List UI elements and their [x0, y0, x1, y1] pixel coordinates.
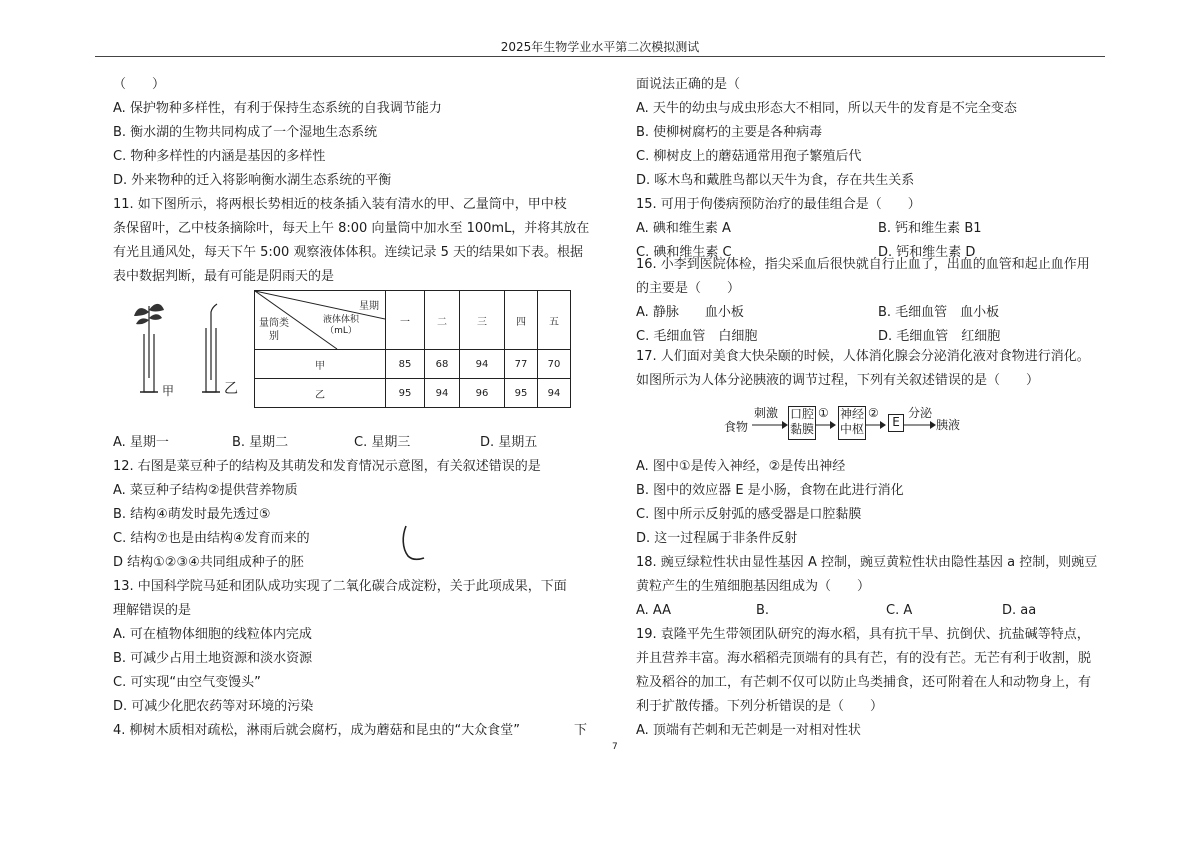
header-volume: 液体体积（mL） [322, 315, 359, 336]
q15-option-c: C. 碘和维生素 C [636, 245, 732, 260]
arrow-icon [904, 420, 936, 430]
header-divider [95, 56, 1105, 57]
q18-line-1: 黄粒产生的生殖细胞基因组成为（ ） [636, 579, 871, 594]
arrow-icon [752, 420, 788, 430]
q16-line-1: 的主要是（ ） [636, 281, 741, 296]
left-line-2: B. 衡水湖的生物共同构成了一个湿地生态系统 [113, 125, 378, 140]
q17-option-c: C. 图中所示反射弧的感受器是口腔黏膜 [636, 507, 862, 522]
table-row [255, 379, 571, 408]
flow-secrete: 分泌 [908, 406, 933, 420]
row-label: 甲 [255, 350, 386, 379]
q17-option-d: D. 这一过程属于非条件反射 [636, 531, 798, 546]
left-after-8: B. 可减少占用土地资源和淡水资源 [113, 651, 313, 666]
left-after-11: 4. 柳树木质相对疏松，淋雨后就会腐朽，成为蘑菇和昆虫的“大众食堂” [113, 723, 521, 738]
left-line-5: 11. 如下图所示，将两根长势相近的枝条插入装有清水的甲、乙量筒中，甲中枝 [113, 197, 567, 212]
right-line-0: 面说法正确的是（ [636, 77, 741, 92]
q17-line-0: 17. 人们面对美食大快朵颐的时候，人体消化腺会分泌消化液对食物进行消化。 [636, 349, 1090, 364]
q18-option-d: D. aa [1002, 603, 1037, 618]
flow-n2: ② [868, 406, 879, 420]
left-after-10: D. 可减少化肥农药等对环境的污染 [113, 699, 314, 714]
arrow-icon [816, 420, 836, 430]
q19-line-0: 19. 袁隆平先生带领团队研究的海水稻，具有抗干旱、抗倒伏、抗盐碱等特点， [636, 627, 1090, 642]
left-line-6: 条保留叶，乙中枝条摘除叶，每天上午 8:00 向量筒中加水至 100mL，并将其放在 [113, 221, 590, 236]
table-diagonal-header [255, 291, 386, 350]
q11-option-b: B. 星期二 [232, 435, 289, 450]
flow-box-nerve-center: 神经中枢 [838, 406, 866, 440]
q19-line-3: 利于扩散传播。下列分析错误的是（ ） [636, 699, 884, 714]
day-header: 一 [386, 291, 425, 350]
day-header: 五 [538, 291, 571, 350]
left-after-1: A. 菜豆种子结构②提供营养物质 [113, 483, 298, 498]
right-line-5: 15. 可用于佝偻病预防治疗的最佳组合是（ ） [636, 197, 921, 212]
left-after-2: B. 结构④萌发时最先透过⑤ [113, 507, 271, 522]
left-after-6: 理解错误的是 [113, 603, 192, 618]
label-jia: 甲 [162, 384, 175, 398]
left-after-9: C. 可实现“由空气变馒头” [113, 675, 261, 690]
page-number: 7 [612, 742, 618, 752]
table-cell: 94 [538, 379, 571, 408]
arrow-icon [866, 420, 886, 430]
q17-option-b: B. 图中的效应器 E 是小肠，食物在此进行消化 [636, 483, 904, 498]
q19-line-4: A. 顶端有芒刺和无芒刺是一对相对性状 [636, 723, 861, 738]
q16-option-c: C. 毛细血管 白细胞 [636, 329, 758, 344]
q16-line-0: 16. 小李到医院体检，指尖采血后很快就自行止血了，出血的血管和起止血作用 [636, 257, 1090, 272]
q17-line-1: 如图所示为人体分泌胰液的调节过程，下列有关叙述错误的是（ ） [636, 373, 1040, 388]
left-line-0: （ ） [113, 77, 166, 92]
table-cell: 85 [386, 350, 425, 379]
volume-table [254, 290, 571, 408]
q18-option-b: B. [756, 603, 770, 618]
q18-option-c: C. A [886, 603, 913, 618]
q17-option-a: A. 图中①是传入神经，②是传出神经 [636, 459, 846, 474]
flow-result: 胰液 [936, 418, 961, 432]
flow-n1: ① [818, 406, 829, 420]
header-day: 星期 [359, 301, 379, 312]
flow-food: 食物 [724, 420, 749, 434]
left-line-tail: 下 [574, 723, 588, 738]
cylinder-figure [130, 298, 242, 398]
left-after-3: C. 结构⑦也是由结构④发育而来的 [113, 531, 310, 546]
table-cell: 68 [425, 350, 460, 379]
left-after-5: 13. 中国科学院马延和团队成功实现了二氧化碳合成淀粉，关于此项成果，下面 [113, 579, 567, 594]
flow-box-effector-e: E [888, 414, 904, 432]
q18-option-a: A. AA [636, 603, 672, 618]
left-line-1: A. 保护物种多样性，有利于保持生态系统的自我调节能力 [113, 101, 442, 116]
q15-option-b: B. 钙和维生素 B1 [878, 221, 982, 236]
left-line-8: 表中数据判断，最有可能是阴雨天的是 [113, 269, 335, 284]
q16-option-b: B. 毛细血管 血小板 [878, 305, 1000, 320]
day-header: 三 [460, 291, 505, 350]
header-cylinder: 量筒类别 [259, 318, 289, 342]
table-cell: 95 [386, 379, 425, 408]
table-cell: 96 [460, 379, 505, 408]
q15-option-a: A. 碘和维生素 A [636, 221, 731, 236]
q18-line-0: 18. 豌豆绿粒性状由显性基因 A 控制，豌豆黄粒性状由隐性基因 a 控制，则豌豆 [636, 555, 1098, 570]
page-header-title: 2025年生物学业水平第二次模拟测试 [500, 40, 700, 54]
table-cell: 95 [505, 379, 538, 408]
table-cell: 70 [538, 350, 571, 379]
day-header: 四 [505, 291, 538, 350]
right-line-3: C. 柳树皮上的蘑菇通常用孢子繁殖后代 [636, 149, 862, 164]
left-line-7: 有光且通风处，每天下午 5:00 观察液体体积。连续记录 5 天的结果如下表。根据 [113, 245, 583, 260]
q19-line-1: 并且营养丰富。海水稻稻壳顶端有的具有芒，有的没有芒。无芒有利于收割，脱 [636, 651, 1092, 666]
table-cell: 94 [425, 379, 460, 408]
row-label: 乙 [255, 379, 386, 408]
right-line-1: A. 天牛的幼虫与成虫形态大不相同，所以天牛的发育是不完全变态 [636, 101, 1017, 116]
left-line-3: C. 物种多样性的内涵是基因的多样性 [113, 149, 326, 164]
table-cell: 77 [505, 350, 538, 379]
flow-stimulus: 刺激 [754, 406, 779, 420]
right-line-2: B. 使柳树腐朽的主要是各种病毒 [636, 125, 823, 140]
q16-option-d: D. 毛细血管 红细胞 [878, 329, 1001, 344]
q19-line-2: 粒及稻谷的加工，有芒刺不仅可以防止鸟类捕食，还可附着在人和动物身上，有 [636, 675, 1092, 690]
flow-box-oral-mucosa: 口腔黏膜 [788, 406, 816, 440]
q16-option-a: A. 静脉 血小板 [636, 305, 744, 320]
secretion-flow-diagram [724, 404, 984, 444]
label-yi: 乙 [224, 381, 238, 397]
left-after-0: 12. 右图是菜豆种子的结构及其萌发和发育情况示意图，有关叙述错误的是 [113, 459, 541, 474]
pen-mark [398, 524, 428, 564]
table-cell: 94 [460, 350, 505, 379]
q11-option-d: D. 星期五 [480, 435, 538, 450]
left-after-7: A. 可在植物体细胞的线粒体内完成 [113, 627, 312, 642]
q11-option-a: A. 星期一 [113, 435, 169, 450]
left-after-4: D 结构①②③④共同组成种子的胚 [113, 555, 304, 570]
right-line-4: D. 啄木鸟和戴胜鸟都以天牛为食，存在共生关系 [636, 173, 915, 188]
q15-option-d: D. 钙和维生素 D [878, 245, 976, 260]
q11-option-c: C. 星期三 [354, 435, 411, 450]
table-row [255, 350, 571, 379]
day-header: 二 [425, 291, 460, 350]
left-line-4: D. 外来物种的迁入将影响衡水湖生态系统的平衡 [113, 173, 392, 188]
